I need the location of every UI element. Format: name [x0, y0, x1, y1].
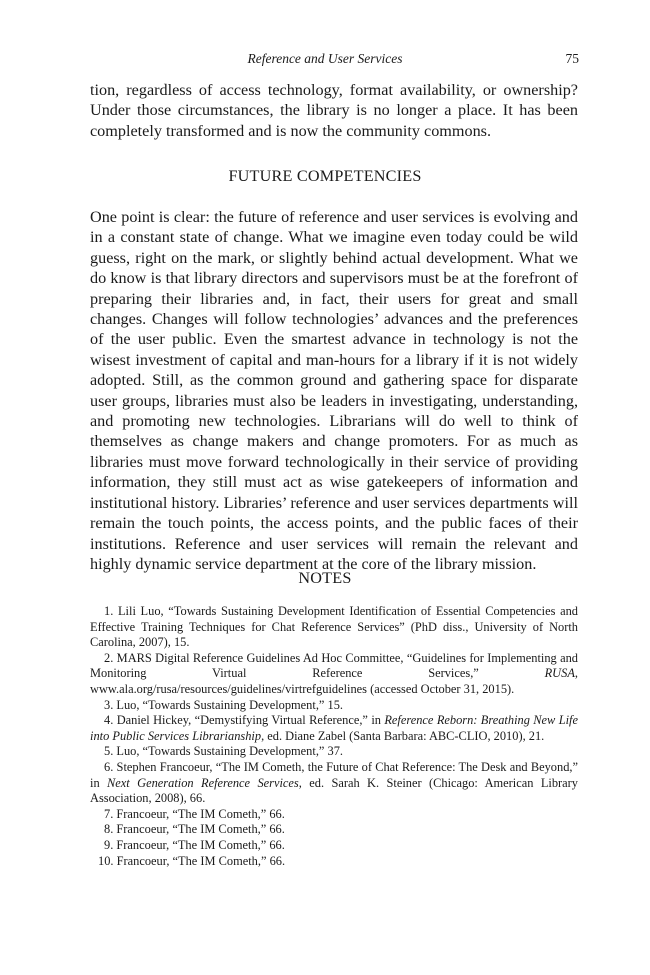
note-title-italic: RUSA [544, 666, 575, 681]
note-item [90, 822, 578, 838]
note-item [90, 698, 578, 714]
note-text: Daniel Hickey, “Demystifying Virtual Reference,” in [116, 713, 385, 728]
page-header [0, 51, 650, 73]
note-item [90, 760, 578, 807]
body-paragraph: One point is clear: the future of reference and user services is evolving and in a constant state of change. What we imagine even today could be wild guess, right on the mark, or slightly behind actual development. What we do know is that library directors and supervisors must be at the forefront of preparing their libraries and, in fact, their users for great and small changes. Changes will follow technologies’ advances and the preferences of the user public. Even the smartest advance in technology is not the wisest investment of capital and man-hours for a library if it is not widely adopted. Still, as the common ground and gathering space for disparate user groups, libraries must also be leaders in investigating, understanding, and promoting new technologies. Librarians will do well to think of themselves as change makers and change promoters. For as much as libraries must move forward technologically in their service of providing information, they still must act as wise gatekeepers of information and institutional history. Libraries’ reference and user services departments will remain the touch points, the access points, and the public faces of their institutions. Reference and user services will remain the relevant and highly dynamic service department at the core of the library mission. [90, 208, 578, 573]
note-number: 9. [104, 837, 114, 852]
note-title-italic: Reference Reborn: Breathing New Life into Public Services Librarianship [90, 713, 578, 743]
note-text: MARS Digital Reference Guidelines Ad Hoc Committee, “Guidelines for Implementing and Monitoring Virtual Reference Services,” [90, 650, 578, 681]
note-item [90, 744, 578, 760]
note-number: 6. [104, 759, 114, 774]
note-item [90, 838, 578, 854]
note-number: 1. [104, 604, 114, 618]
note-text: Francoeur, “The IM Cometh,” 66. [116, 822, 285, 837]
note-item [90, 604, 578, 651]
note-number: 8. [104, 822, 114, 837]
notes-heading: NOTES [298, 569, 352, 587]
body-paragraph-continued: tion, regardless of access technology, format availability, or ownership? Under those circumstances, the library is no longer a place. It has been completely transformed and is now the community commons. [90, 81, 578, 140]
note-text: , ed. Diane Zabel (Santa Barbara: ABC-CLIO, 2010), 21. [261, 728, 545, 743]
note-number: 4. [104, 713, 114, 728]
note-text: Lili Luo, “Towards Sustaining Development Identification of Essential Competencies and Effective Training Techniques for Chat Reference Services” (PhD diss., University of North Carolina, 2007), 15. [90, 604, 578, 650]
note-text: Stephen Francoeur, “The IM Cometh, the Future of Chat Reference: The Desk and Beyond,” in [90, 759, 578, 790]
note-text: , www.ala.org/rusa/resources/guidelines/virtrefguidelines (accessed October 31, 2015). [90, 666, 578, 696]
note-number: 5. [104, 744, 114, 759]
running-head: Reference and User Services [247, 51, 403, 66]
note-number: 3. [104, 697, 114, 712]
note-text: Francoeur, “The IM Cometh,” 66. [116, 806, 285, 821]
note-item [90, 807, 578, 823]
note-text: Francoeur, “The IM Cometh,” 66. [116, 853, 286, 868]
note-number: 2. [104, 650, 114, 665]
note-text: Luo, “Towards Sustaining Development,” 15. [116, 697, 344, 712]
note-text: Francoeur, “The IM Cometh,” 66. [116, 837, 285, 852]
page-number: 75 [565, 51, 579, 66]
note-item [90, 713, 578, 744]
note-number: 10. [98, 853, 114, 868]
note-text: Luo, “Towards Sustaining Development,” 37. [116, 744, 344, 759]
note-title-italic: Next Generation Reference Services [107, 775, 299, 790]
note-number: 7. [104, 806, 114, 821]
note-item [90, 651, 578, 698]
notes-list [90, 604, 578, 869]
note-item [90, 854, 578, 870]
section-heading: FUTURE COMPETENCIES [228, 167, 422, 185]
note-text: , ed. Sarah K. Steiner (Chicago: American Library Association, 2008), 66. [90, 775, 578, 806]
